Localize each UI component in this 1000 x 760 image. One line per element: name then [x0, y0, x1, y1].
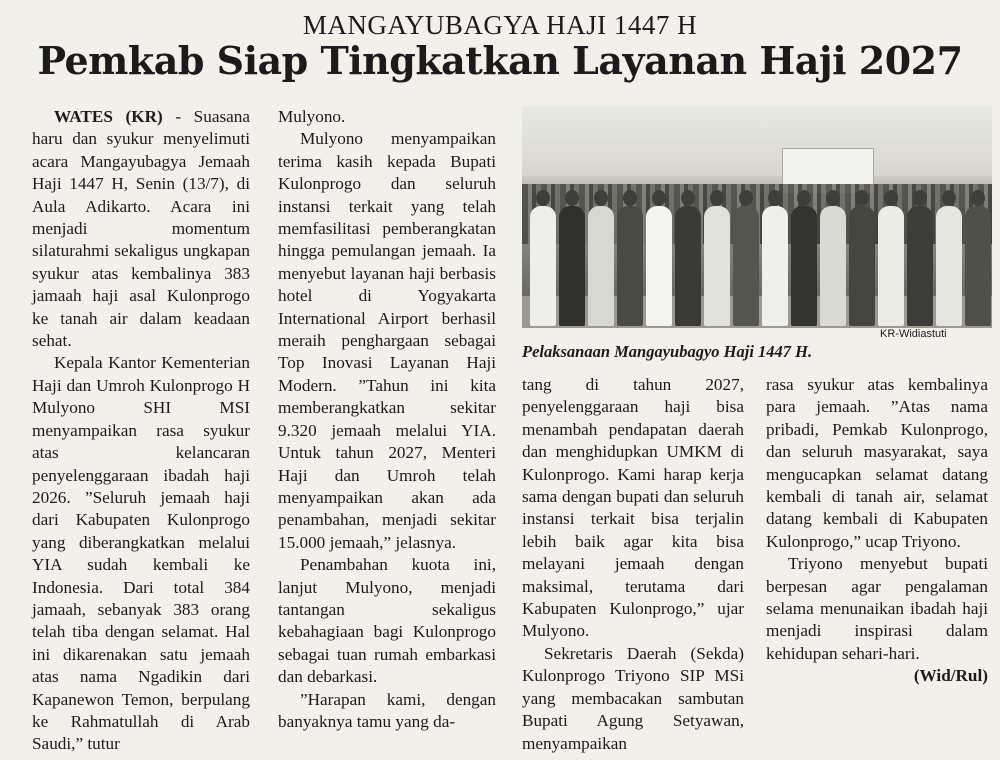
signoff: (Wid/Rul) [913, 666, 988, 686]
kicker: MANGAYUBAGYA HAJI 1447 H [302, 10, 698, 40]
paragraph: Mulyono menyampaikan terima kasih kepada Bupati Kulonprogo dan seluruh instansi terkait yang telah memfasilitasi pemberangkatan hingga pemulangan jemaah. Ia menyebut layanan haji berbasis hotel di Yogyakarta International Airport berhasil meraih penghargaan sebagai Top Inovasi Layanan Haji Modern. ”Tahun ini kita memberangkatkan sekitar 9.320 jemaah melalui YIA. Untuk tahun 2027, Menteri Haji dan Umroh telah menyampaikan akan ada penambahan, menjadi sekitar 15.000 jemaah,” jelasnya. [278, 129, 496, 552]
article-column-4 [766, 374, 988, 688]
paragraph: ”Harapan kami, dengan banyaknya tamu yang da- [278, 689, 496, 731]
paragraph: Penambahan kuota ini, lanjut Mulyono, menjadi tantangan sekaligus kebahagiaan bagi Kulonprogo sebagai tuan rumah embarkasi dan debarkasi. [278, 555, 496, 687]
dateline: WATES (KR) [54, 107, 163, 126]
article-column-3 [522, 374, 744, 755]
article-column-2 [278, 106, 496, 733]
paragraph: Sekretaris Daerah (Sekda) Kulonprogo Triyono SIP MSi yang membacakan sambutan Bupati Agung Setyawan, menyampaikan [522, 643, 744, 753]
news-photo [522, 106, 992, 328]
photo-credit: KR-Widiastuti [880, 328, 947, 340]
photo-caption: Pelaksanaan Mangayubagyo Haji 1447 H. [522, 342, 813, 361]
paragraph: Mulyono. [278, 107, 346, 126]
article-column-1 [32, 106, 250, 756]
paragraph: rasa syukur atas kembalinya para jemaah. ”Atas nama pribadi, Pemkab Kulonprogo, dan seluruh masyarakat, saya mengucapkan selamat datang kembali di tanah air, selamat datang kembali di Kabupaten Kulonprogo,” ucap Triyono. [766, 375, 988, 551]
paragraph: - Suasana haru dan syukur menyelimuti acara Mangayubagya Jemaah Haji 1447 H, Senin (13/7), di Aula Adikarto. Acara ini menjadi momentum silaturahmi sekaligus ungkapan syukur atas kembalinya 383 jamaah haji asal Kulonprogo ke tanah air dalam keadaan sehat. [32, 107, 251, 351]
paragraph: tang di tahun 2027, penyelenggaraan haji bisa menambah pendapatan daerah dan menghidupkan UMKM di Kulonprogo. Kami harap kerja sama dengan bupati dan seluruh instansi terkait bisa terjalin lebih baik agar kita bisa melayani jemaah dengan maksimal, terutama dari Kabupaten Kulonprogo,” ujar Mulyono. [522, 375, 744, 641]
paragraph: Kepala Kantor Kementerian Haji dan Umroh Kulonprogo H Mulyono SHI MSI menyampaikan rasa syukur atas kelancaran penyelenggaraan ibadah haji 2026. ”Seluruh jemaah haji dari Kabupaten Kulonprogo yang diberangkatkan melalui YIA sudah kembali ke Indonesia. Dari total 384 jamaah, sebanyak 383 orang telah tiba dengan selamat. Hal ini dikarenakan satu jemaah atas nama Ngadikin dari Kapanewon Temon, berpulang ke Rahmatullah di Arab Saudi,” tutur [32, 353, 250, 754]
headline: Pemkab Siap Tingkatkan Layanan Haji 2027 [37, 38, 963, 83]
paragraph: Triyono menyebut bupati berpesan agar pengalaman selama menunaikan ibadah haji menjadi inspirasi dalam kehidupan sehari-hari. [766, 554, 988, 663]
